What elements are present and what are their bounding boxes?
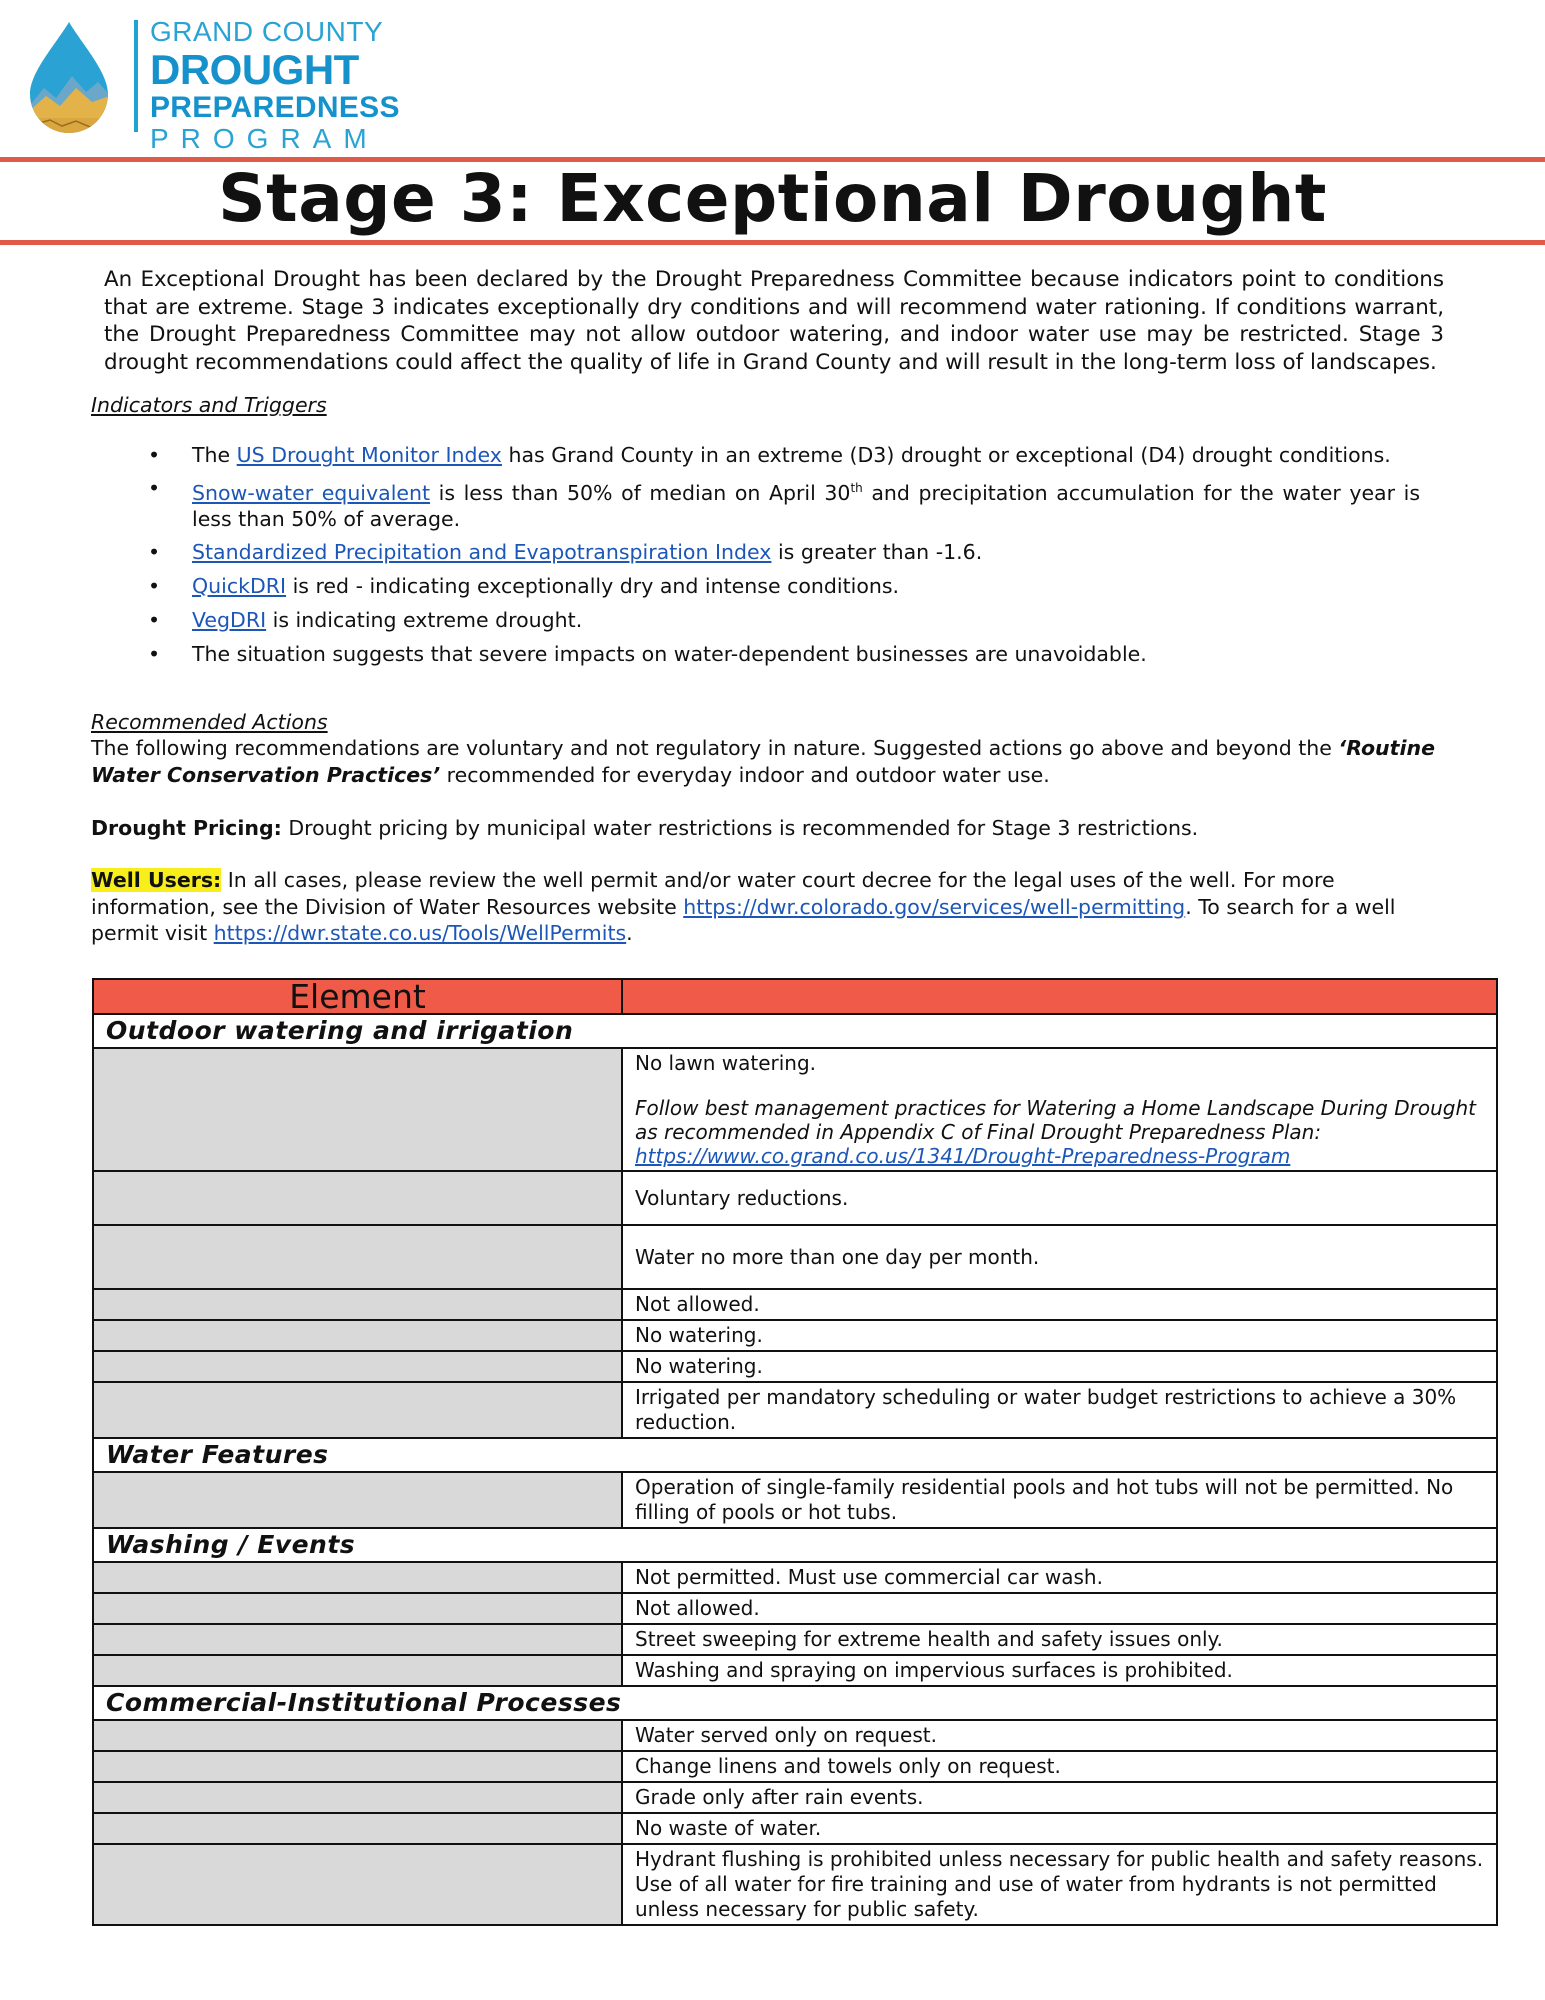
list-item xyxy=(140,641,1440,667)
section-water-features: Water Features xyxy=(93,1438,1497,1472)
well-permits-tool-link[interactable]: https://dwr.state.co.us/Tools/WellPermits xyxy=(213,921,627,945)
table-header-row xyxy=(93,979,1497,1014)
table-row xyxy=(93,1382,1497,1438)
item-text: The xyxy=(192,443,237,467)
section-row xyxy=(93,1438,1497,1472)
list-item xyxy=(140,573,1440,599)
table-row xyxy=(93,1320,1497,1351)
recommendation-cell: Washing and spraying on impervious surfaces is prohibited. xyxy=(622,1655,1497,1686)
element-cell xyxy=(93,1813,622,1844)
table-row xyxy=(93,1225,1497,1289)
indicators-heading: Indicators and Triggers xyxy=(91,393,327,417)
section-commercial-institutional: Commercial-Institutional Processes xyxy=(93,1686,1497,1720)
element-cell xyxy=(93,1351,622,1382)
list-item xyxy=(140,442,1440,468)
item-text: is greater than -1.6. xyxy=(771,539,983,564)
recommendation-column-header xyxy=(622,979,1497,1014)
element-cell xyxy=(93,1171,622,1225)
section-row xyxy=(93,1528,1497,1562)
table-row xyxy=(93,1655,1497,1686)
element-cell xyxy=(93,1655,622,1686)
routine-practices-emphasis: ‘Routine Water Conservation Practices’ xyxy=(91,736,1435,787)
table-row xyxy=(93,1751,1497,1782)
title-rule-bottom xyxy=(0,240,1545,245)
table-row xyxy=(93,1351,1497,1382)
item-text: is indicating extreme drought. xyxy=(266,607,583,632)
element-cell xyxy=(93,1472,622,1528)
us-drought-monitor-link[interactable]: US Drought Monitor Index xyxy=(236,443,502,467)
bullet: • xyxy=(148,539,161,564)
recommended-paragraph xyxy=(91,735,1451,788)
element-cell xyxy=(93,1593,622,1624)
drought-pricing-label: Drought Pricing: xyxy=(91,816,282,840)
recommendation-cell: No waste of water. xyxy=(622,1813,1497,1844)
well-users-text: . To search for a well permit visit xyxy=(91,894,1396,945)
table-row xyxy=(93,1171,1497,1225)
logo-line-preparedness: PREPAREDNESS xyxy=(150,91,400,124)
table-row xyxy=(93,1624,1497,1655)
drought-pricing-paragraph xyxy=(91,815,1451,842)
item-text: is red - indicating exceptionally dry and intense conditions. xyxy=(286,573,900,598)
element-cell xyxy=(93,1382,622,1438)
drought-preparedness-program-link[interactable]: https://www.co.grand.co.us/1341/Drought-Preparedness-Program xyxy=(635,1144,1291,1168)
table-row xyxy=(93,1289,1497,1320)
item-text: The situation suggests that severe impacts on water-dependent businesses are unavoidable. xyxy=(192,641,1147,666)
spei-link[interactable]: Standardized Precipitation and Evapotranspiration Index xyxy=(192,539,772,564)
restrictions-table xyxy=(92,978,1498,1926)
recommended-text: recommended for everyday indoor and outdoor water use. xyxy=(440,762,1050,787)
element-cell xyxy=(93,1289,622,1320)
element-cell xyxy=(93,1225,622,1289)
item-text: has Grand County in an extreme (D3) drought or exceptional (D4) drought conditions. xyxy=(501,443,1391,467)
bullet: • xyxy=(148,476,161,500)
bullet: • xyxy=(148,641,161,666)
section-row xyxy=(93,1686,1497,1720)
bullet: • xyxy=(148,573,161,598)
recommended-heading: Recommended Actions xyxy=(91,710,328,734)
element-cell xyxy=(93,1320,622,1351)
well-users-label: Well Users: xyxy=(91,868,222,892)
section-outdoor-watering: Outdoor watering and irrigation xyxy=(93,1014,1497,1048)
logo-wordmark xyxy=(150,18,400,153)
table-row xyxy=(93,1472,1497,1528)
element-cell xyxy=(93,1048,622,1171)
well-users-paragraph xyxy=(91,867,1451,947)
table-row xyxy=(93,1048,1497,1171)
snow-water-equivalent-link[interactable]: Snow-water equivalent xyxy=(192,480,431,505)
table-row xyxy=(93,1782,1497,1813)
superscript: th xyxy=(850,481,863,495)
recommendation-cell: No watering. xyxy=(622,1351,1497,1382)
logo-line-drought: DROUGHT xyxy=(150,46,359,93)
dwr-well-permitting-link[interactable]: https://dwr.colorado.gov/services/well-permitting xyxy=(683,894,1186,919)
cell-text: No lawn watering. xyxy=(635,1051,817,1075)
recommended-text: The following recommendations are voluntary and not regulatory in nature. Suggested actions go above and beyond the xyxy=(91,736,1339,760)
logo-line-program: PROGRAM xyxy=(150,123,379,154)
list-item xyxy=(140,539,1440,565)
item-text: and precipitation accumulation for the water year is less than 50% of average. xyxy=(192,480,1420,531)
vegdri-link[interactable]: VegDRI xyxy=(192,607,267,632)
item-text: is less than 50% of median on April 30 xyxy=(430,480,851,505)
recommendation-cell: No watering. xyxy=(622,1320,1497,1351)
recommendation-cell: Operation of single-family residential pools and hot tubs will not be permitted. No filling of pools or hot tubs. xyxy=(622,1472,1497,1528)
bullet: • xyxy=(148,607,161,632)
recommendation-cell: Not permitted. Must use commercial car wash. xyxy=(622,1562,1497,1593)
element-column-header: Element xyxy=(93,979,622,1014)
section-row xyxy=(93,1014,1497,1048)
recommendation-cell: Street sweeping for extreme health and safety issues only. xyxy=(622,1624,1497,1655)
table-row xyxy=(93,1562,1497,1593)
indicators-list xyxy=(140,442,1440,667)
well-users-text: In all cases, please review the well permit and/or water court decree for the legal uses of the well. For more information, see the Division of Water Resources website xyxy=(91,868,1335,919)
section-washing-events: Washing / Events xyxy=(93,1528,1497,1562)
table-row xyxy=(93,1720,1497,1751)
table-row xyxy=(93,1813,1497,1844)
recommendation-cell xyxy=(622,1048,1497,1171)
table-row xyxy=(93,1844,1497,1925)
list-item xyxy=(140,475,1440,532)
recommendation-cell: Grade only after rain events. xyxy=(622,1782,1497,1813)
well-users-text: . xyxy=(626,921,633,945)
recommendation-cell: Water no more than one day per month. xyxy=(622,1225,1497,1289)
recommendation-cell: Change linens and towels only on request. xyxy=(622,1751,1497,1782)
cell-text: Follow best management practices for Watering a Home Landscape During Drought as recommended in Appendix C of Final Drought Preparedness Plan: xyxy=(635,1096,1477,1144)
bullet: • xyxy=(148,443,161,467)
recommendation-cell: Voluntary reductions. xyxy=(622,1171,1497,1225)
list-item xyxy=(140,607,1440,633)
recommendation-cell: Not allowed. xyxy=(622,1289,1497,1320)
recommendation-cell: Irrigated per mandatory scheduling or water budget restrictions to achieve a 30% reduction. xyxy=(622,1382,1497,1438)
logo-line-grand-county: GRAND COUNTY xyxy=(150,16,384,47)
page-title: Stage 3: Exceptional Drought xyxy=(218,160,1327,237)
logo-divider xyxy=(134,20,138,132)
recommendation-cell: Hydrant flushing is prohibited unless necessary for public health and safety reasons. Use of all water for fire training and use of water from hydrants is not permitted unless necessary for public safety. xyxy=(622,1844,1497,1925)
element-cell xyxy=(93,1844,622,1925)
recommendation-cell: Not allowed. xyxy=(622,1593,1497,1624)
element-cell xyxy=(93,1624,622,1655)
element-cell xyxy=(93,1720,622,1751)
quickdri-link[interactable]: QuickDRI xyxy=(192,573,287,598)
intro-paragraph: An Exceptional Drought has been declared by the Drought Preparedness Committee because indicators point to conditions that are extreme. Stage 3 indicates exceptionally dry conditions and will recommend water rationing. If conditions warrant, the Drought Preparedness Committee may not allow outdoor watering, and indoor water use may be restricted. Stage 3 drought recommendations could affect the quality of life in Grand County and will result in the long-term loss of landscapes. xyxy=(104,267,1444,375)
element-cell xyxy=(93,1562,622,1593)
element-cell xyxy=(93,1751,622,1782)
recommendation-cell: Water served only on request. xyxy=(622,1720,1497,1751)
element-cell xyxy=(93,1782,622,1813)
water-drop-logo-icon xyxy=(26,20,112,136)
table-row xyxy=(93,1593,1497,1624)
drought-pricing-text: Drought pricing by municipal water restrictions is recommended for Stage 3 restrictions. xyxy=(281,816,1199,840)
